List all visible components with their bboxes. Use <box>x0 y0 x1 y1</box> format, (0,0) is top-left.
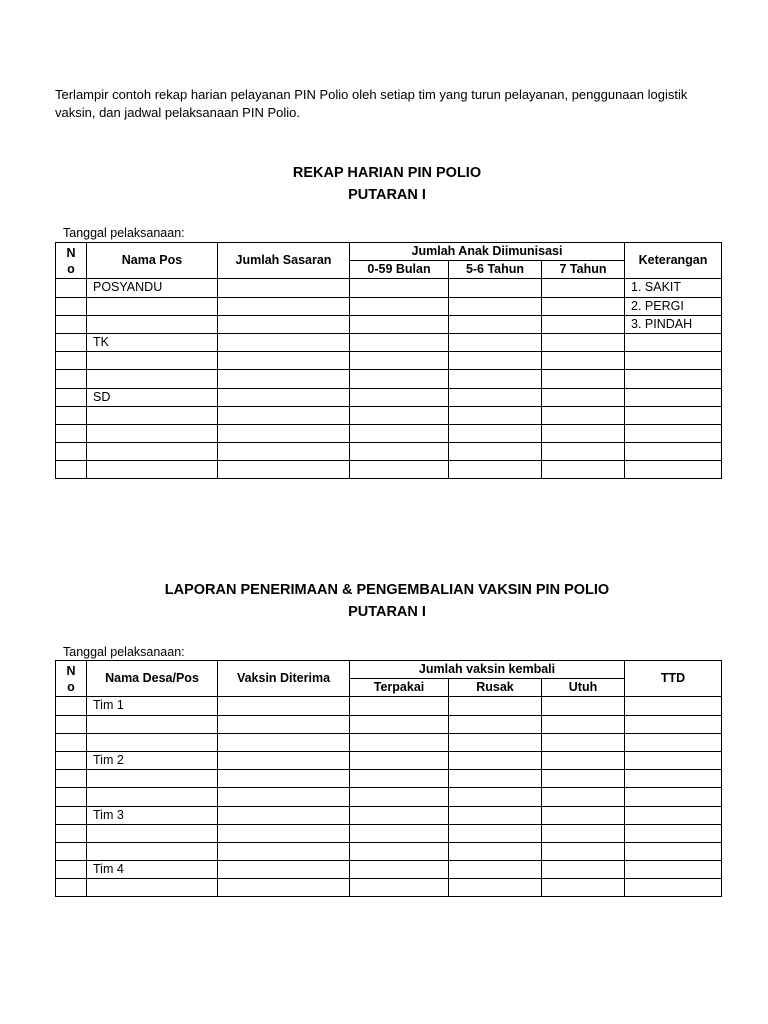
laporan-col3-cell <box>218 788 350 806</box>
rekap-header-keterangan: Keterangan <box>625 243 722 279</box>
rekap-header-jumlah-anak: Jumlah Anak Diimunisasi <box>350 243 625 261</box>
laporan-col3-cell <box>218 806 350 824</box>
laporan-header-utuh: Utuh <box>542 679 625 697</box>
laporan-col4-cell <box>350 733 449 751</box>
rekap-header-7-tahun: 7 Tahun <box>542 261 625 279</box>
rekap-no-cell <box>56 352 87 370</box>
rekap-col4-cell <box>350 406 449 424</box>
rekap-col5-cell <box>449 406 542 424</box>
laporan-col6-cell <box>542 879 625 897</box>
laporan-col6-cell <box>542 861 625 879</box>
rekap-table-row <box>56 297 722 315</box>
laporan-subtitle: PUTARAN I <box>348 604 426 620</box>
laporan-title: LAPORAN PENERIMAAN & PENGEMBALIAN VAKSIN PIN POLIO <box>164 582 610 598</box>
laporan-nama-cell <box>87 733 218 751</box>
laporan-last-cell <box>625 788 722 806</box>
rekap-table-row <box>56 424 722 442</box>
rekap-header-nama-pos: Nama Pos <box>87 243 218 279</box>
rekap-header-no: No <box>56 243 87 279</box>
rekap-table-row <box>56 370 722 388</box>
laporan-last-cell <box>625 842 722 860</box>
laporan-last-cell <box>625 733 722 751</box>
laporan-nama-cell <box>87 770 218 788</box>
rekap-no-cell <box>56 297 87 315</box>
rekap-col5-cell <box>449 388 542 406</box>
laporan-col4-cell <box>350 842 449 860</box>
laporan-col3-cell <box>218 697 350 715</box>
laporan-no-cell <box>56 770 87 788</box>
laporan-nama-cell <box>87 879 218 897</box>
rekap-col4-cell <box>350 443 449 461</box>
rekap-nama-cell: SD <box>87 388 218 406</box>
laporan-col4-cell <box>350 879 449 897</box>
rekap-col3-cell <box>218 279 350 297</box>
rekap-no-cell <box>56 333 87 351</box>
laporan-last-cell <box>625 770 722 788</box>
rekap-nama-cell <box>87 297 218 315</box>
rekap-last-cell <box>625 443 722 461</box>
rekap-last-cell: 2. PERGI <box>625 297 722 315</box>
rekap-col5-cell <box>449 352 542 370</box>
laporan-nama-cell: Tim 1 <box>87 697 218 715</box>
laporan-no-cell <box>56 788 87 806</box>
rekap-last-cell <box>625 406 722 424</box>
intro-line-2: vaksin, dan jadwal pelaksanaan PIN Polio. <box>55 105 300 120</box>
rekap-table-row <box>56 279 722 297</box>
laporan-no-cell <box>56 697 87 715</box>
laporan-col4-cell <box>350 806 449 824</box>
laporan-col6-cell <box>542 770 625 788</box>
rekap-col6-cell <box>542 279 625 297</box>
laporan-nama-cell: Tim 3 <box>87 806 218 824</box>
laporan-no-cell <box>56 879 87 897</box>
rekap-col4-cell <box>350 352 449 370</box>
rekap-last-cell: 3. PINDAH <box>625 315 722 333</box>
rekap-table-row <box>56 352 722 370</box>
laporan-table-row <box>56 733 722 751</box>
rekap-col5-cell <box>449 279 542 297</box>
laporan-nama-cell <box>87 842 218 860</box>
laporan-header-vaksin-diterima: Vaksin Diterima <box>218 661 350 697</box>
rekap-col4-cell <box>350 333 449 351</box>
rekap-col6-cell <box>542 370 625 388</box>
rekap-col4-cell <box>350 315 449 333</box>
laporan-table-row <box>56 788 722 806</box>
laporan-table-row <box>56 751 722 769</box>
rekap-table-row <box>56 333 722 351</box>
rekap-table <box>55 242 722 479</box>
laporan-col3-cell <box>218 770 350 788</box>
laporan-table <box>55 660 722 897</box>
rekap-col6-cell <box>542 443 625 461</box>
laporan-table-row <box>56 806 722 824</box>
intro-paragraph <box>55 86 715 122</box>
rekap-col3-cell <box>218 333 350 351</box>
intro-line-1: Terlampir contoh rekap harian pelayanan PIN Polio oleh setiap tim yang turun pelayanan, penggunaan logistik <box>55 87 688 102</box>
laporan-col5-cell <box>449 861 542 879</box>
rekap-col5-cell <box>449 424 542 442</box>
laporan-header-no: No <box>56 661 87 697</box>
rekap-nama-cell <box>87 315 218 333</box>
rekap-col6-cell <box>542 315 625 333</box>
rekap-no-cell <box>56 406 87 424</box>
laporan-table-row <box>56 824 722 842</box>
laporan-col5-cell <box>449 751 542 769</box>
rekap-last-cell <box>625 424 722 442</box>
laporan-col4-cell <box>350 861 449 879</box>
laporan-col6-cell <box>542 824 625 842</box>
rekap-last-cell <box>625 352 722 370</box>
rekap-col4-cell <box>350 297 449 315</box>
laporan-table-row <box>56 879 722 897</box>
laporan-no-cell <box>56 861 87 879</box>
rekap-col3-cell <box>218 370 350 388</box>
rekap-col3-cell <box>218 406 350 424</box>
laporan-no-cell <box>56 715 87 733</box>
rekap-title: REKAP HARIAN PIN POLIO <box>292 165 482 181</box>
rekap-col6-cell <box>542 333 625 351</box>
rekap-no-cell <box>56 461 87 479</box>
laporan-nama-cell <box>87 824 218 842</box>
rekap-table-row <box>56 315 722 333</box>
laporan-col4-cell <box>350 715 449 733</box>
rekap-last-cell <box>625 370 722 388</box>
rekap-last-cell <box>625 461 722 479</box>
laporan-col5-cell <box>449 842 542 860</box>
rekap-col6-cell <box>542 424 625 442</box>
laporan-nama-cell <box>87 788 218 806</box>
laporan-header-jumlah-kembali: Jumlah vaksin kembali <box>350 661 625 679</box>
rekap-col5-cell <box>449 315 542 333</box>
laporan-col6-cell <box>542 806 625 824</box>
rekap-no-cell <box>56 370 87 388</box>
laporan-no-cell <box>56 824 87 842</box>
laporan-col6-cell <box>542 697 625 715</box>
rekap-nama-cell <box>87 443 218 461</box>
rekap-no-cell <box>56 388 87 406</box>
rekap-tanggal-label: Tanggal pelaksanaan: <box>63 226 185 240</box>
laporan-header-rusak: Rusak <box>449 679 542 697</box>
laporan-col5-cell <box>449 879 542 897</box>
rekap-nama-cell: TK <box>87 333 218 351</box>
laporan-col3-cell <box>218 751 350 769</box>
laporan-table-row <box>56 842 722 860</box>
laporan-col6-cell <box>542 751 625 769</box>
rekap-subtitle: PUTARAN I <box>348 187 426 203</box>
laporan-last-cell <box>625 879 722 897</box>
rekap-col6-cell <box>542 352 625 370</box>
rekap-no-cell <box>56 443 87 461</box>
rekap-col5-cell <box>449 443 542 461</box>
rekap-nama-cell <box>87 461 218 479</box>
laporan-col4-cell <box>350 697 449 715</box>
rekap-last-cell: 1. SAKIT <box>625 279 722 297</box>
rekap-col4-cell <box>350 388 449 406</box>
laporan-col6-cell <box>542 788 625 806</box>
rekap-table-row <box>56 406 722 424</box>
rekap-col4-cell <box>350 461 449 479</box>
laporan-no-cell <box>56 751 87 769</box>
laporan-table-row <box>56 861 722 879</box>
laporan-title-block <box>0 579 768 623</box>
rekap-header-5-6-tahun: 5-6 Tahun <box>449 261 542 279</box>
rekap-table-row <box>56 443 722 461</box>
rekap-col3-cell <box>218 388 350 406</box>
laporan-tanggal-label: Tanggal pelaksanaan: <box>63 645 185 659</box>
laporan-header-terpakai: Terpakai <box>350 679 449 697</box>
laporan-nama-cell <box>87 715 218 733</box>
rekap-no-cell <box>56 279 87 297</box>
rekap-col4-cell <box>350 279 449 297</box>
laporan-col3-cell <box>218 824 350 842</box>
rekap-table-row <box>56 388 722 406</box>
rekap-no-cell <box>56 424 87 442</box>
rekap-title-block <box>0 162 768 206</box>
laporan-table-row <box>56 770 722 788</box>
rekap-col3-cell <box>218 461 350 479</box>
laporan-col4-cell <box>350 751 449 769</box>
laporan-col5-cell <box>449 770 542 788</box>
rekap-col3-cell <box>218 424 350 442</box>
rekap-col5-cell <box>449 370 542 388</box>
laporan-table-row <box>56 715 722 733</box>
laporan-nama-cell: Tim 2 <box>87 751 218 769</box>
rekap-nama-cell <box>87 352 218 370</box>
laporan-last-cell <box>625 697 722 715</box>
laporan-table-row <box>56 697 722 715</box>
rekap-col4-cell <box>350 424 449 442</box>
laporan-col3-cell <box>218 842 350 860</box>
laporan-last-cell <box>625 824 722 842</box>
laporan-col5-cell <box>449 697 542 715</box>
rekap-nama-cell: POSYANDU <box>87 279 218 297</box>
laporan-col5-cell <box>449 806 542 824</box>
rekap-no-cell <box>56 315 87 333</box>
rekap-col3-cell <box>218 297 350 315</box>
rekap-col4-cell <box>350 370 449 388</box>
laporan-col3-cell <box>218 733 350 751</box>
laporan-col3-cell <box>218 715 350 733</box>
rekap-nama-cell <box>87 406 218 424</box>
laporan-no-cell <box>56 842 87 860</box>
laporan-last-cell <box>625 806 722 824</box>
rekap-nama-cell <box>87 424 218 442</box>
laporan-col3-cell <box>218 861 350 879</box>
laporan-col4-cell <box>350 788 449 806</box>
laporan-col3-cell <box>218 879 350 897</box>
laporan-col6-cell <box>542 842 625 860</box>
laporan-no-cell <box>56 806 87 824</box>
rekap-col5-cell <box>449 333 542 351</box>
laporan-nama-cell: Tim 4 <box>87 861 218 879</box>
laporan-col4-cell <box>350 824 449 842</box>
laporan-no-cell <box>56 733 87 751</box>
rekap-col3-cell <box>218 315 350 333</box>
rekap-col5-cell <box>449 297 542 315</box>
laporan-col5-cell <box>449 788 542 806</box>
laporan-last-cell <box>625 751 722 769</box>
rekap-last-cell <box>625 388 722 406</box>
rekap-col5-cell <box>449 461 542 479</box>
rekap-nama-cell <box>87 370 218 388</box>
rekap-col6-cell <box>542 406 625 424</box>
laporan-last-cell <box>625 715 722 733</box>
rekap-col6-cell <box>542 297 625 315</box>
laporan-col6-cell <box>542 715 625 733</box>
laporan-header-ttd: TTD <box>625 661 722 697</box>
laporan-table-body <box>56 697 722 897</box>
laporan-col5-cell <box>449 715 542 733</box>
laporan-col5-cell <box>449 733 542 751</box>
rekap-last-cell <box>625 333 722 351</box>
rekap-header-jumlah-sasaran: Jumlah Sasaran <box>218 243 350 279</box>
rekap-col6-cell <box>542 461 625 479</box>
rekap-header-0-59-bulan: 0-59 Bulan <box>350 261 449 279</box>
rekap-col6-cell <box>542 388 625 406</box>
rekap-table-row <box>56 461 722 479</box>
rekap-col3-cell <box>218 352 350 370</box>
laporan-col4-cell <box>350 770 449 788</box>
laporan-header-nama-desa: Nama Desa/Pos <box>87 661 218 697</box>
rekap-col3-cell <box>218 443 350 461</box>
rekap-table-body <box>56 279 722 479</box>
laporan-last-cell <box>625 861 722 879</box>
laporan-col5-cell <box>449 824 542 842</box>
laporan-col6-cell <box>542 733 625 751</box>
